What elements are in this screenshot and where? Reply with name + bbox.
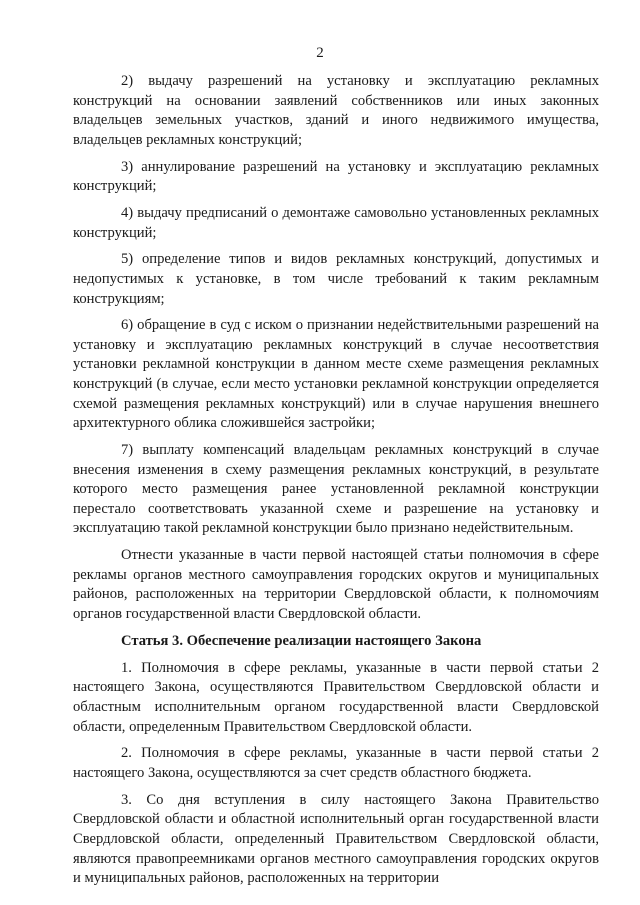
paragraph-item-6: 6) обращение в суд с иском о признании недействительными разрешений на установку и эксплуатацию рекламных конструкций в случае несоответствия установки рекламной конструкции в данном месте схеме размещения рекламных конструкций (в случае, если место установки рекламной конструкции определяется схемой размещения рекламных конструкций) или в случае нарушения внешнего архитектурного облика сложившейся застройки; [73,317,599,432]
paragraph-item-3: 3) аннулирование разрешений на установку и эксплуатацию рекламных конструкций; [73,158,599,195]
paragraph-item-7: 7) выплату компенсаций владельцам рекламных конструкций в случае внесения изменения в схему размещения рекламных конструкций, в результате которого место размещения ранее установленной рекламной конструкции перестало соответствовать указанной схеме и разрешение на установку и эксплуатацию такой рекламной конструкции было признано недействительным. [73,442,599,537]
paragraph-transfer-powers: Отнести указанные в части первой настоящей статьи полномочия в сфере рекламы органов местного самоуправления городских округов и муниципальных районов, расположенных на территории Свердловской области, к полномочиям органов государственной власти Свердловской области. [73,547,599,622]
paragraph-item-2: 2) выдачу разрешений на установку и эксплуатацию рекламных конструкций на основании заявлений собственников или иных законных владельцев земельных участков, зданий и иного недвижимого имущества, владельцев рекламных конструкций; [73,73,599,148]
paragraph-item-4: 4) выдачу предписаний о демонтаже самовольно установленных рекламных конструкций; [73,204,599,241]
document-body [73,72,599,896]
article-3-paragraph-1: 1. Полномочия в сфере рекламы, указанные в части первой статьи 2 настоящего Закона, осуществляются Правительством Свердловской области и областным исполнительным органом государственной власти Свердловской области, определенным Правительством Свердловской области. [73,659,599,735]
paragraph-item-5: 5) определение типов и видов рекламных конструкций, допустимых и недопустимых к установке, в том числе требований к таким рекламным конструкциям; [73,251,599,307]
page-number: 2 [316,45,324,61]
article-3-heading: Статья 3. Обеспечение реализации настоящего Закона [121,632,482,649]
article-3-paragraph-3: 3. Со дня вступления в силу настоящего Закона Правительство Свердловской области и областной исполнительный орган государственной власти Свердловской области, определенный Правительством Свердловской области, являются правопреемниками органов местного самоуправления городских округов и муниципальных районов, расположенных на территории [73,791,599,887]
article-3-paragraph-2: 2. Полномочия в сфере рекламы, указанные в части первой статьи 2 настоящего Закона, осуществляются за счет средств областного бюджета. [73,745,599,781]
